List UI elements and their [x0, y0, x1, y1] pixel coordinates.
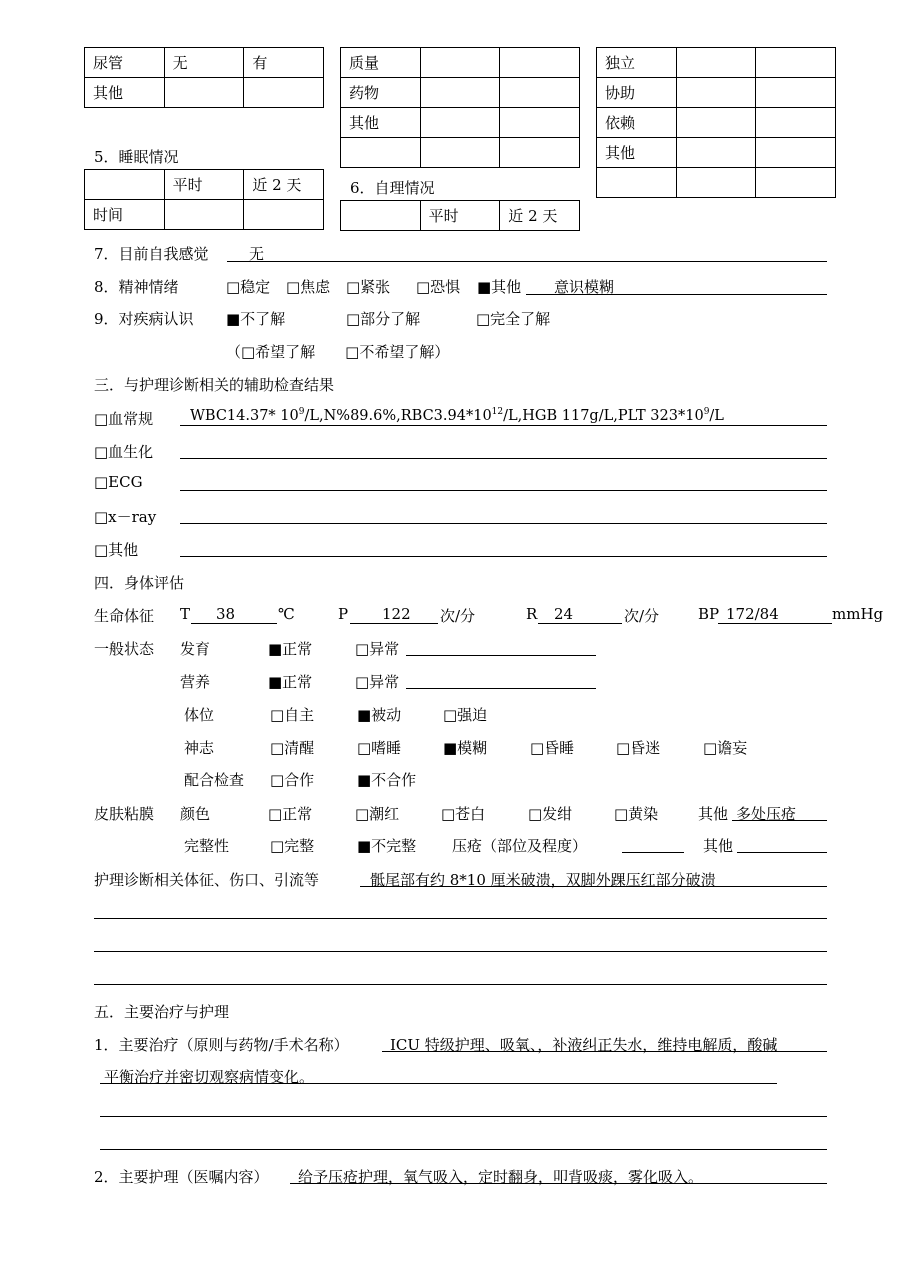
skin-color-label: 颜色: [180, 805, 211, 823]
integrity-label: 完整性: [184, 837, 230, 855]
table-cell[interactable]: [597, 168, 677, 198]
table-cell[interactable]: [500, 78, 580, 108]
integrity-other-line[interactable]: [737, 852, 827, 853]
table-cell: 其他: [341, 108, 421, 138]
q8-value[interactable]: 意识模糊: [554, 278, 615, 296]
pressure-ulcer-label: 压疮（部位及程度）: [452, 837, 588, 855]
treatment-value-line2[interactable]: 平衡治疗并密切观察病情变化。: [104, 1068, 315, 1086]
integrity-option[interactable]: □完整: [270, 837, 315, 855]
independence-table: [596, 47, 836, 198]
q8-option[interactable]: □紧张: [346, 278, 391, 296]
table-cell: 其他: [85, 78, 165, 108]
cooperation-option[interactable]: □合作: [270, 771, 315, 789]
nutrition-option[interactable]: □异常: [355, 673, 400, 691]
table-cell: 药物: [341, 78, 421, 108]
skin-label: 皮肤粘膜: [94, 805, 155, 823]
skin-color-option[interactable]: □正常: [268, 805, 313, 823]
pressure-ulcer-line[interactable]: [622, 852, 684, 853]
q9-option[interactable]: ■不了解: [226, 310, 286, 328]
table-cell: [85, 170, 165, 200]
q9-sub-options[interactable]: （□希望了解 □不希望了解）: [226, 343, 450, 361]
q8-option[interactable]: ■其他: [477, 278, 522, 296]
nursing-label: 2．主要护理（医嘱内容）: [94, 1168, 269, 1186]
resp-label: R: [526, 605, 538, 623]
consciousness-option[interactable]: □昏睡: [530, 739, 575, 757]
lab-line[interactable]: [180, 556, 827, 557]
resp-value[interactable]: 24: [554, 605, 574, 623]
table-cell[interactable]: [756, 48, 836, 78]
q7-value[interactable]: 无: [249, 245, 265, 263]
lab-line[interactable]: [180, 523, 827, 524]
skin-color-other-label: 其他: [698, 805, 729, 823]
pulse-unit: 次/分: [440, 607, 476, 625]
blank-line[interactable]: [100, 1149, 827, 1150]
nutrition-label: 营养: [180, 673, 211, 691]
bp-value[interactable]: 172/84: [726, 605, 779, 623]
table-cell[interactable]: [164, 78, 244, 108]
table-cell[interactable]: [756, 168, 836, 198]
cooperation-option[interactable]: ■不合作: [357, 771, 417, 789]
treatment-value-line1[interactable]: ICU 特级护理、吸氧、，补液纠正失水，维持电解质，酸碱: [390, 1036, 778, 1054]
development-label: 发育: [180, 640, 211, 658]
pulse-value[interactable]: 122: [382, 605, 411, 623]
table-cell[interactable]: [500, 138, 580, 168]
table-cell[interactable]: [500, 108, 580, 138]
lab-line: [180, 425, 827, 426]
table-cell[interactable]: [756, 138, 836, 168]
temp-label: T: [180, 605, 191, 623]
consciousness-label: 神志: [184, 739, 215, 757]
table-cell[interactable]: [420, 78, 500, 108]
lab-label: □血常规: [94, 410, 154, 428]
integrity-option[interactable]: ■不完整: [357, 837, 417, 855]
bp-line: [718, 623, 832, 624]
skin-color-option[interactable]: □发绀: [528, 805, 573, 823]
development-option[interactable]: □异常: [355, 640, 400, 658]
signs-label: 护理诊断相关体征、伤口、引流等: [94, 871, 320, 889]
table-cell[interactable]: [500, 48, 580, 78]
skin-color-option[interactable]: □黄染: [614, 805, 659, 823]
table-cell: 质量: [341, 48, 421, 78]
nutrition-option[interactable]: ■正常: [268, 673, 313, 691]
position-option[interactable]: □自主: [270, 706, 315, 724]
lab-label: □其他: [94, 541, 139, 559]
table-cell: 独立: [597, 48, 677, 78]
table-cell: 时间: [85, 200, 165, 230]
q8-label: 8．精神情绪: [94, 278, 179, 296]
catheter-table: [84, 47, 324, 108]
q8-option[interactable]: □稳定: [226, 278, 271, 296]
skin-color-other-value[interactable]: 多处压疮: [736, 805, 797, 823]
q7-line: [227, 261, 827, 262]
table-cell: 协助: [597, 78, 677, 108]
consciousness-option[interactable]: ■模糊: [443, 739, 488, 757]
position-option[interactable]: ■被动: [357, 706, 402, 724]
signs-value[interactable]: 骶尾部有约 8*10 厘米破溃，双脚外踝压红部分破溃: [370, 871, 716, 889]
table-cell[interactable]: [420, 48, 500, 78]
general-label: 一般状态: [94, 640, 155, 658]
bp-label: BP: [698, 605, 720, 623]
q9-option[interactable]: □完全了解: [476, 310, 551, 328]
treatment-label: 1．主要治疗（原则与药物/手术名称）: [94, 1036, 349, 1054]
resp-line: [538, 623, 622, 624]
table-cell[interactable]: [244, 78, 324, 108]
q9-label: 9．对疾病认识: [94, 310, 194, 328]
table-cell: 无: [164, 48, 244, 78]
pulse-line: [350, 623, 438, 624]
table-cell: 平时: [164, 170, 244, 200]
consciousness-option[interactable]: □嗜睡: [357, 739, 402, 757]
blood-routine-value[interactable]: WBC14.37* $10^9/L,N\%89.6\%,RBC3.94*10^{12}/L,HGB$ 117g/L,PLT $323*10^9/L$: [190, 407, 724, 424]
section-5-title: 五．主要治疗与护理: [94, 1003, 230, 1021]
position-label: 体位: [184, 706, 215, 724]
cooperation-label: 配合检查: [184, 771, 245, 789]
table-cell[interactable]: [244, 200, 324, 230]
nutrition-line[interactable]: [406, 688, 596, 689]
blank-line[interactable]: [94, 984, 827, 985]
q9-option[interactable]: □部分了解: [346, 310, 421, 328]
table-cell[interactable]: [676, 78, 756, 108]
development-line[interactable]: [406, 655, 596, 656]
lab-label: □x－ray: [94, 508, 157, 526]
table-cell[interactable]: [676, 138, 756, 168]
consciousness-option[interactable]: □清醒: [270, 739, 315, 757]
consciousness-option[interactable]: □昏迷: [616, 739, 661, 757]
position-option[interactable]: □强迫: [443, 706, 488, 724]
table-cell[interactable]: [420, 138, 500, 168]
bp-unit: mmHg: [832, 605, 884, 623]
table-cell[interactable]: [676, 48, 756, 78]
table-cell: 有: [244, 48, 324, 78]
table-cell: 平时: [420, 201, 500, 231]
consciousness-option[interactable]: □谵妄: [703, 739, 748, 757]
selfcare-table: [340, 200, 580, 231]
q8-option[interactable]: □焦虑: [286, 278, 331, 296]
diet-table: [340, 47, 580, 168]
table-cell[interactable]: [756, 78, 836, 108]
blank-line[interactable]: [94, 918, 827, 919]
selfcare-heading: 6．自理情况: [350, 179, 435, 197]
sleep-table: [84, 169, 324, 230]
table-cell: 尿管: [85, 48, 165, 78]
section-4-title: 四．身体评估: [94, 574, 185, 592]
temp-value[interactable]: 38: [216, 605, 236, 623]
pulse-label: P: [338, 605, 349, 623]
temp-unit: ℃: [278, 605, 295, 623]
table-cell: [341, 201, 421, 231]
table-cell: 近 2 天: [244, 170, 324, 200]
sleep-heading: 5．睡眠情况: [94, 148, 179, 166]
table-cell[interactable]: [676, 108, 756, 138]
skin-color-option[interactable]: □苍白: [441, 805, 486, 823]
blank-line[interactable]: [100, 1116, 827, 1117]
table-cell: 近 2 天: [500, 201, 580, 231]
table-cell[interactable]: [420, 108, 500, 138]
table-cell: 依赖: [597, 108, 677, 138]
temp-line: [191, 623, 277, 624]
lab-line[interactable]: [180, 458, 827, 459]
table-cell[interactable]: [676, 168, 756, 198]
integrity-other-label: 其他: [703, 837, 734, 855]
lab-label: □血生化: [94, 443, 154, 461]
resp-unit: 次/分: [624, 607, 660, 625]
lab-label: □ECG: [94, 473, 143, 491]
vitals-label: 生命体征: [94, 607, 155, 625]
section-3-title: 三．与护理诊断相关的辅助检查结果: [94, 376, 335, 394]
q8-option[interactable]: □恐惧: [416, 278, 461, 296]
table-cell[interactable]: [756, 108, 836, 138]
skin-color-option[interactable]: □潮红: [355, 805, 400, 823]
table-cell[interactable]: [164, 200, 244, 230]
development-option[interactable]: ■正常: [268, 640, 313, 658]
nursing-value[interactable]: 给予压疮护理，氧气吸入，定时翻身，叩背吸痰，雾化吸入。: [298, 1168, 704, 1186]
table-cell[interactable]: [341, 138, 421, 168]
q7-label: 7．目前自我感觉: [94, 245, 209, 263]
lab-line[interactable]: [180, 490, 827, 491]
table-cell: 其他: [597, 138, 677, 168]
blank-line[interactable]: [94, 951, 827, 952]
